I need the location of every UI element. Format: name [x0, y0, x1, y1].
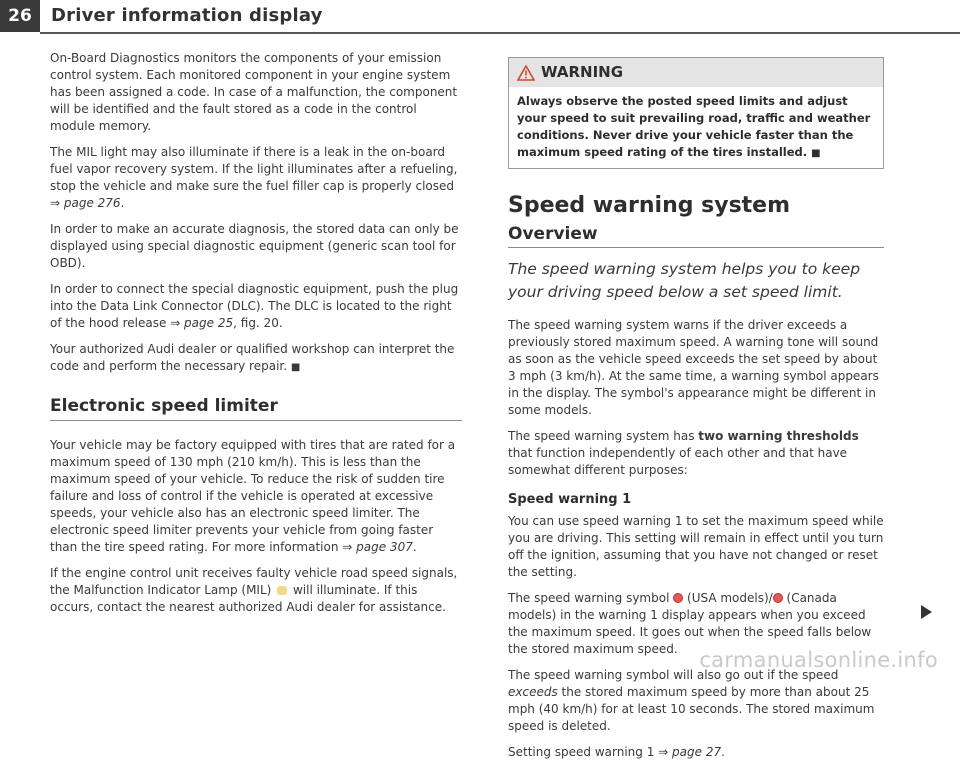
left-column	[50, 50, 462, 625]
page-link-276[interactable]: ⇒ page 276	[50, 196, 121, 210]
paragraph-set-max: You can use speed warning 1 to set the maximum speed while you are driving. This setting will remain in effect until you turn off the ignition, assuming that you have not changed or reset the setting.	[508, 514, 884, 579]
paragraph-symbol-out	[508, 667, 884, 735]
speed-warning-usa-icon	[673, 593, 683, 603]
text: .	[721, 745, 725, 759]
end-mark: ■	[811, 148, 821, 159]
page-number: 26	[0, 0, 40, 32]
text: Your vehicle may be factory equipped with tires that are rated for a maximum speed of 130 mph (210 km/h). This is less than the maximum speed of your vehicle. To reduce the risk of sudden tire failure and loss of control if the vehicle is operated at excessive speeds, your vehicle also has an electronic speed limiter. The electronic speed limiter prevents your vehicle from going faster than the tire speed rating. For more information	[50, 438, 456, 554]
section-heading-speed-warning: Speed warning system	[508, 193, 791, 218]
warning-triangle-icon	[517, 65, 535, 81]
speed-warning-canada-icon	[773, 593, 783, 603]
paragraph-dlc	[50, 281, 462, 332]
text: (Canada models) in the warning 1 display appears when you exceed the maximum speed. It goes out when the speed falls below the stored maximum speed.	[508, 591, 872, 656]
text: If the engine control unit receives faulty vehicle road speed signals, the Malfunction Indicator Lamp (MIL)	[50, 566, 458, 597]
text-bold: two warning thresholds	[698, 429, 859, 443]
text: (USA models)/	[683, 591, 773, 605]
warning-title: WARNING	[541, 63, 624, 81]
text: The MIL light may also illuminate if there is a leak in the on-board fuel vapor recovery system. If the light illuminates after a refueling, stop the vehicle and make sure the fuel filler cap is properly closed	[50, 145, 458, 193]
text: Your authorized Audi dealer or qualified workshop can interpret the code and perform the necessary repair.	[50, 342, 455, 373]
text: Setting speed warning 1	[508, 745, 659, 759]
text: The speed warning symbol will also go out if the speed	[508, 668, 839, 682]
watermark: carmanualsonline.info	[699, 648, 938, 672]
text: , fig. 20.	[233, 316, 283, 330]
text: the stored maximum speed by more than about 25 mph (40 km/h) for at least 10 seconds. The stored maximum speed is deleted.	[508, 685, 875, 733]
next-page-arrow-icon[interactable]	[921, 605, 932, 619]
lead-paragraph: The speed warning system helps you to keep your driving speed below a set speed limit.	[508, 260, 861, 301]
page-link-25[interactable]: ⇒ page 25	[170, 316, 234, 330]
paragraph-thresholds	[508, 428, 884, 479]
text-italic: exceeds	[508, 685, 558, 699]
paragraph-mil-light	[50, 144, 462, 212]
header-rule	[40, 32, 960, 34]
paragraph-speed-limiter	[50, 437, 462, 556]
paragraph-diagnosis: In order to make an accurate diagnosis, the stored data can only be displayed using special diagnostic equipment (generic scan tool for OBD).	[50, 222, 459, 270]
mil-lamp-icon	[277, 586, 287, 595]
text: will illuminate. If this occurs, contact the nearest authorized Audi dealer for assistance.	[50, 583, 446, 614]
paragraph-faulty-signals	[50, 565, 462, 616]
text: .	[120, 196, 125, 210]
paragraph-warning-intro: The speed warning system warns if the driver exceeds a previously stored maximum speed. A warning tone will sound as soon as the vehicle speed exceeds the set speed by about 3 mph (3 km/h). At the same time, a warning symbol appears in the display. The symbol's appearance might be different in some models.	[508, 318, 879, 417]
page-link-307[interactable]: ⇒ page 307	[342, 540, 413, 554]
heading-speed-warning-1: Speed warning 1	[508, 492, 632, 507]
warning-header	[509, 58, 883, 87]
warning-body	[509, 87, 883, 168]
text: In order to connect the special diagnostic equipment, push the plug into the Data Link Connector (DLC). The DLC is located to the right of the hood release	[50, 282, 459, 330]
page-link-27[interactable]: ⇒ page 27	[658, 745, 722, 759]
warning-box	[508, 57, 884, 169]
paragraph-setting-link	[508, 744, 884, 761]
text: that function independently of each other and that have somewhat different purposes:	[508, 446, 848, 477]
subheading-overview: Overview	[508, 226, 884, 248]
text: The speed warning system has	[508, 429, 699, 443]
text: .	[412, 540, 417, 554]
page-title: Driver information display	[51, 5, 323, 26]
section-heading-speed-limiter: Electronic speed limiter	[50, 398, 462, 421]
paragraph-obd-monitor: On-Board Diagnostics monitors the components of your emission control system. Each monitored component in your engine system has been assigned a code. In case of a malfunction, the component will be identified and the fault stored as a code in the control module memory.	[50, 51, 458, 133]
end-mark: ■	[290, 362, 301, 373]
text: The speed warning symbol	[508, 591, 674, 605]
text: Always observe the posted speed limits and adjust your speed to suit prevailing road, traffic and weather conditions. Never drive your vehicle faster than the maximum speed rating of the tires installed.	[517, 94, 871, 159]
paragraph-dealer	[50, 341, 462, 376]
